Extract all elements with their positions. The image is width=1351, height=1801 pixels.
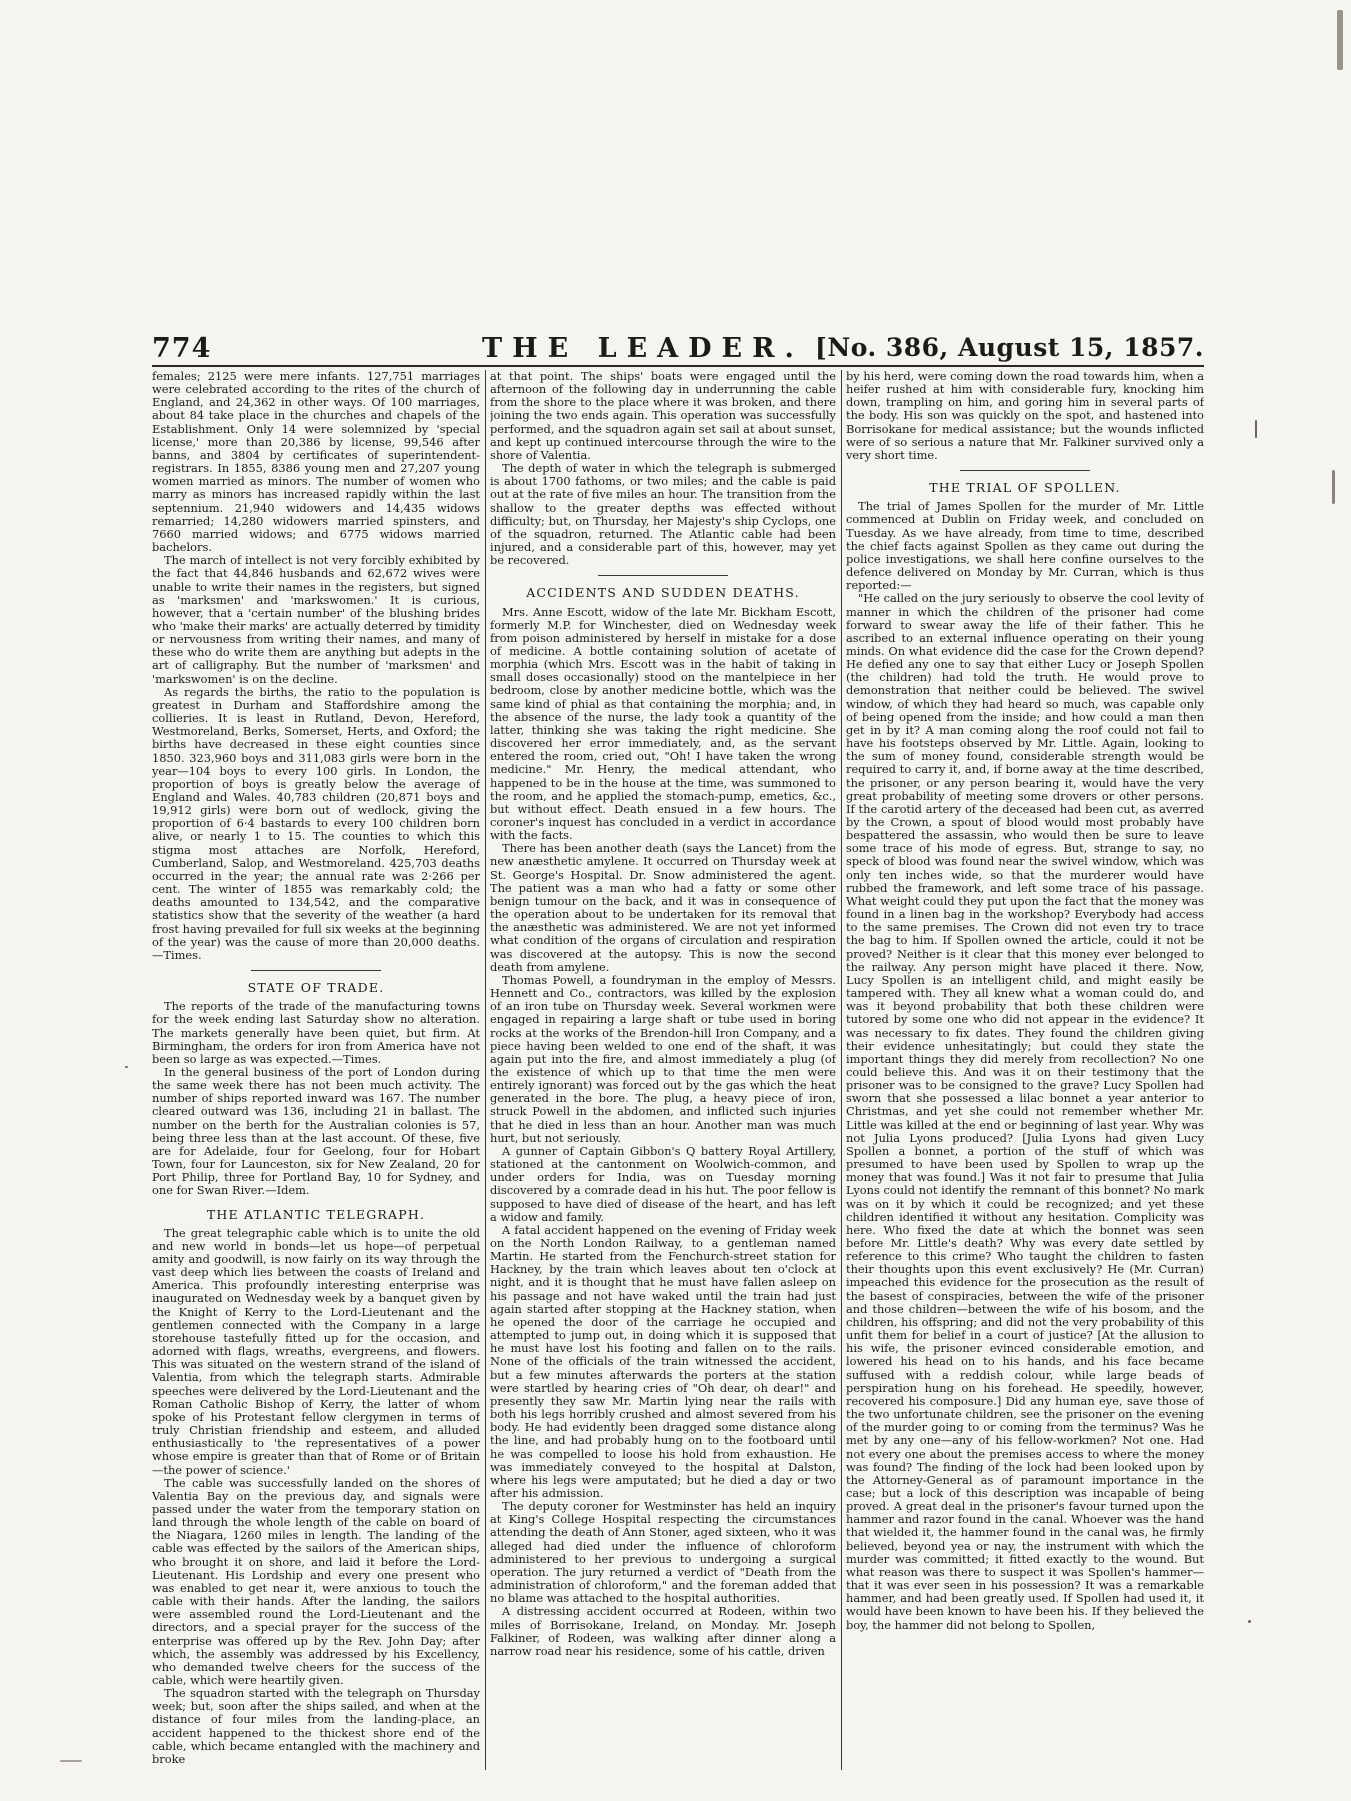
- page-number: 774: [152, 333, 212, 364]
- column-divider: [841, 370, 842, 1770]
- scan-speck: [1248, 1620, 1251, 1623]
- article-paragraph: A distressing accident occurred at Rodeen, within two miles of Borrisokane, Ireland, on Monday. Mr. Joseph Falkiner, of Rodeen, was walking after dinner along a narrow road near his residence, some of his cattle, driven: [490, 1604, 836, 1658]
- article-paragraph: The depth of water in which the telegraph is submerged is about 1700 fathoms, or two miles; and the cable is paid out at the rate of five miles an hour. The transition from the shallow to the greater depths was effected without difficulty; but, on Thursday, her Majesty's ship Cyclops, one of the squadron, returned. The Atlantic cable had been injured, and a considerable part of this, however, may yet be recovered.: [490, 461, 836, 568]
- scan-speck: [60, 1760, 82, 1762]
- scan-speck: [125, 1066, 128, 1068]
- article-paragraph: There has been another death (says the Lancet) from the new anæsthetic amylene. It occurred on Thursday week at St. George's Hospital. Dr. Snow administered the agent. The patient was a man who had a fatty or some other benign tumour on the back, and it was in consequence of the operation about to be undertaken for its removal that the anæsthetic was administered. We are not yet informed what condition of the organs of circulation and respiration was discovered at the autopsy. This is now the second death from amylene.: [490, 841, 836, 974]
- page-header: [152, 333, 1204, 363]
- section-heading-accidents: ACCIDENTS AND SUDDEN DEATHS.: [526, 585, 800, 601]
- article-paragraph: As regards the births, the ratio to the population is greatest in Durham and Staffordshire among the collieries. It is least in Rutland, Devon, Hereford, Westmoreland, Berks, Somerset, Herts, and Oxford; the births have decreased in these eight counties since 1850. 323,960 boys and 311,083 girls were born in the year—104 boys to every 100 girls. In London, the proportion of boys is greatly below the average of England and Wales. 40,783 children (20,871 boys and 19,912 girls) were born out of wedlock, giving the proportion of 6·4 bastards to every 100 children born alive, or nearly 1 to 15. The counties to which this stigma most attaches are Norfolk, Hereford, Cumberland, Salop, and Westmoreland. 425,703 deaths occurred in the year; the annual rate was 2·266 per cent. The winter of 1855 was remarkably cold; the deaths amounted to 134,542, and the comparative statistics show that the severity of the weather (a hard frost having prevailed for full six weeks at the beginning of the year) was the cause of more than 20,000 deaths.—Times.: [152, 684, 480, 962]
- article-paragraph: A gunner of Captain Gibbon's Q battery Royal Artillery, stationed at the cantonment on Woolwich-common, and under orders for India, was on Tuesday morning discovered by a comrade dead in his hut. The poor fellow is supposed to have died of disease of the heart, and has left a widow and family.: [490, 1143, 836, 1224]
- article-paragraph: The squadron started with the telegraph on Thursday week; but, soon after the ships sailed, and when at the distance of four miles from the landing-place, an accident happened to the thickest shore end of the cable, which became entangled with the machinery and broke: [152, 1686, 480, 1766]
- scan-speck: [1255, 420, 1257, 438]
- scan-edge-mark: [1332, 470, 1335, 504]
- article-paragraph: The reports of the trade of the manufacturing towns for the week ending last Saturday show no alteration. The markets generally have been quiet, but firm. At Birmingham, the orders for iron from America have not been so large as was expected.—Times.: [152, 999, 480, 1066]
- masthead-title: THE LEADER.: [482, 333, 804, 364]
- article-paragraph: females; 2125 were mere infants. 127,751 marriages were celebrated according to the rites of the church of England, and 24,362 in other ways. Of 100 marriages, about 84 take place in the churches and chapels of the Establishment. Only 14 were solemnized by 'special license,' more than 20,386 by license, 99,546 after banns, and 3804 by certificates of superintendent-registrars. In 1855, 8386 young men and 27,207 young women married as minors. The number of women who marry as minors has increased rapidly within the last septennium. 21,940 widowers and 14,435 widows remarried; 14,280 widowers married spinsters, and 7660 married widows; and 6775 widows married bachelors.: [152, 370, 480, 555]
- column-1: [152, 370, 480, 1770]
- article-paragraph: The great telegraphic cable which is to unite the old and new world in bonds—let us hope—of perpetual amity and goodwill, is now fairly on its way through the vast deep which lies between the coasts of Ireland and America. This profoundly interesting enterprise was inaugurated on Wednesday week by a banquet given by the Knight of Kerry to the Lord-Lieutenant and the gentlemen connected with the Company in a large storehouse tastefully fitted up for the occasion, and adorned with flags, wreaths, evergreens, and flowers. This was situated on the western strand of the island of Valentia, from which the telegraph starts. Admirable speeches were delivered by the Lord-Lieutenant and the Roman Catholic Bishop of Kerry, the latter of whom spoke of his Protestant fellow clergymen in terms of truly Christian friendship and esteem, and alluded enthusiastically to 'the representatives of a power whose empire is greater than that of Rome or of Britain—the power of science.': [152, 1225, 480, 1477]
- column-divider: [485, 370, 486, 1770]
- scan-edge-mark: [1337, 10, 1343, 70]
- article-paragraph: A fatal accident happened on the evening of Friday week on the North London Railway, to a gentleman named Martin. He started from the Fenchurch-street station for Hackney, by the train which leaves about ten o'clock at night, and it is thought that he must have fallen asleep on his passage and not have waked until the train had just again started after stopping at the Hackney station, when he opened the door of the carriage he occupied and attempted to jump out, in doing which it is supposed that he must have lost his footing and fallen on to the rails. None of the officials of the train witnessed the accident, but a few minutes afterwards the porters at the station were startled by hearing cries of "Oh dear, oh dear!" and presently they saw Mr. Martin lying near the rails with both his legs horribly crushed and almost severed from his body. He had evidently been dragged some distance along the line, and had probably hung on to the footboard until he was compelled to loose his hold from exhaustion. He was immediately conveyed to the hospital at Dalston, where his legs were amputated; but he died a day or two after his admission.: [490, 1222, 836, 1500]
- article-paragraph: In the general business of the port of London during the same week there has not been much activity. The number of ships reported inward was 167. The number cleared outward was 136, including 21 in ballast. The number on the berth for the Australian colonies is 57, being three less than at the last account. Of these, five are for Adelaide, four for Geelong, four for Hobart Town, four for Launceston, six for New Zealand, 20 for Port Philip, three for Portland Bay, 10 for Sydney, and one for Swan River.—Idem.: [152, 1064, 480, 1198]
- section-divider: [251, 970, 381, 971]
- column-2: [490, 370, 836, 1770]
- article-paragraph: The deputy coroner for Westminster has held an inquiry at King's College Hospital respecting the circumstances attending the death of Ann Stoner, aged sixteen, who it was alleged had died under the influence of chloroform administered to her previous to undergoing a surgical operation. The jury returned a verdict of "Death from the administration of chloroform," and the foreman added that no blame was attached to the hospital authorities.: [490, 1499, 836, 1606]
- section-divider: [960, 470, 1090, 471]
- section-divider: [598, 575, 728, 576]
- article-paragraph: "He called on the jury seriously to observe the cool levity of manner in which the children of the prisoner had come forward to swear away the life of their father. This he ascribed to an external influence operating on their young minds. On what evidence did the case for the Crown depend? He defied any one to say that either Lucy or Joseph Spollen (the children) had told the truth. He would prove to demonstration that neither could be believed. The swivel window, of which they had heard so much, was capable only of being opened from the inside; and how could a man then get in by it? A man coming along the roof could not fail to have his footsteps observed by Mr. Little. Again, looking to the sum of money found, considerable strength would be required to carry it, and, if borne away at the time described, the prisoner, or any person bearing it, would have the very great probability of meeting some drovers or other persons. If the carotid artery of the deceased had been cut, as averred by the Crown, a spout of blood would most probably have bespattered the assassin, who would then be sure to leave some trace of his mode of egress. But, strange to say, no speck of blood was found near the swivel window, which was only ten inches wide, so that the murderer would have rubbed the framework, and left some trace of his passage. What weight could they put upon the fact that the money was found in a linen bag in the workshop? Everybody had access to the same premises. The Crown did not even try to trace the bag to him. If Spollen owned the article, could it not be proved? Neither is it clear that this money ever belonged to the railway. Any person might have placed it there. Now, Lucy Spollen is an intelligent child, and might easily be tampered with. They all knew what a woman could do, and was it beyond probability that both these children were tutored by some one who did not appear in the evidence? It was necessary to fix dates. They found the children giving their evidence unhesitatingly; but could they state the important things they did merely from recollection? No one could believe this. And was it on their testimony that the prisoner was to be consigned to the grave? Lucy Spollen had sworn that she possessed a lilac bonnet a year anterior to Christmas, and yet she could not remember whether Mr. Little was killed at the end or beginning of last year. Why was not Julia Lyons produced? [Julia Lyons had given Lucy Spollen a bonnet, a portion of the stuff of which was presumed to have been used by Spollen to wrap up the money that was found.] Was it not fair to presume that Julia Lyons could not identify the remnant of this bonnet? No mark was on it by which it could be recognized; and yet these children identified it without any hesitation. Complicity was here. Who fixed the date at which the bonnet was seen before Mr. Little's death? Why was every date settled by reference to this crime? Who taught the children to fasten their thoughts upon this event exclusively? He (Mr. Curran) impeached this evidence for the prosecution as the result of the basest of conspiracies, between the wife of the prisoner and those children—between the wife of his bosom, and the children, his offspring; and did not the very probability of this unfit them for belief in a court of justice? [At the allusion to his wife, the prisoner evinced considerable emotion, and lowered his head on to his hands, and his face became suffused with a reddish colour, while large beads of perspiration hung on his forehead. He speedily, however, recovered his composure.] Did any human eye, save those of the two unfortunate children, see the prisoner on the evening of the murder going to or coming from the terminus? Was he met by any one—any of his fellow-workmen? Not one. Had not every one about the premises access to where the money was found? The finding of the lock had been looked upon by the Attorney-General as of paramount importance in the case; but a lock of this description was incapable of being proved. A great deal in the prisoner's favour turned upon the hammer and razor found in the canal. Whoever was the hand that wielded it, the hammer found in the canal was, he firmly believed, beyond yea or nay, the instrument with which the murder was committed; it fitted exactly to the wound. But what reason was there to suspect it was Spollen's hammer—that it was ever seen in his possession? It was a remarkable hammer, and had been greatly used. If Spollen had used it, it would have been known to have been his. If they believed the boy, the hammer did not belong to Spollen,: [846, 591, 1204, 1632]
- section-heading-spollen: THE TRIAL OF SPOLLEN.: [929, 480, 1121, 496]
- article-paragraph: at that point. The ships' boats were engaged until the afternoon of the following day in underrunning the cable from the shore to the place where it was broken, and there joining the two ends again. This operation was successfully performed, and the squadron again set sail at about sunset, and kept up continued intercourse through the wire to the shore of Valentia.: [490, 370, 836, 462]
- article-paragraph: The march of intellect is not very forcibly exhibited by the fact that 44,846 husbands and 62,672 wives were unable to write their names in the registers, but signed as 'marksmen' and 'markswomen.' It is curious, however, that a 'certain number' of the blushing brides who 'make their marks' are actually deterred by timidity or nervousness from writing their names, and many of these who do write them are anything but adepts in the art of calligraphy. But the number of 'marksmen' and 'markswomen' is on the decline.: [152, 553, 480, 686]
- issue-date: [No. 386, August 15, 1857.: [815, 333, 1204, 362]
- article-paragraph: Thomas Powell, a foundryman in the employ of Messrs. Hennett and Co., contractors, was killed by the explosion of an iron tube on Thursday week. Several workmen were engaged in repairing a large shaft or tube used in boring rocks at the works of the Brendon-hill Iron Company, and a piece having been welded to one end of the shaft, it was again put into the fire, and almost immediately a plug (of the existence of which up to that time the men were entirely ignorant) was forced out by the gas which the heat generated in the bore. The plug, a heavy piece of iron, struck Powell in the abdomen, and inflicted such injuries that he died in less than an hour. Another man was much hurt, but not seriously.: [490, 972, 836, 1145]
- section-heading-trade: STATE OF TRADE.: [247, 980, 385, 996]
- column-3: [846, 370, 1204, 1770]
- article-paragraph: The trial of James Spollen for the murder of Mr. Little commenced at Dublin on Friday week, and concluded on Tuesday. As we have already, from time to time, described the chief facts against Spollen as they came out during the police investigations, we shall here confine ourselves to the defence delivered on Monday by Mr. Curran, which is thus reported:—: [846, 499, 1204, 593]
- article-paragraph: The cable was successfully landed on the shores of Valentia Bay on the previous day, and signals were passed under the water from the temporary station on land through the whole length of the cable on board of the Niagara, 1260 miles in length. The landing of the cable was effected by the sailors of the American ships, who brought it on shore, and laid it before the Lord-Lieutenant. His Lordship and every one present who was enabled to get near it, were anxious to touch the cable with their hands. After the landing, the sailors were assembled round the Lord-Lieutenant and the directors, and a special prayer for the success of the enterprise was offered up by the Rev. John Day; after which, the assembly was addressed by his Excellency, who demanded twelve cheers for the success of the cable, which were heartily given.: [152, 1475, 480, 1687]
- header-rule: [152, 365, 1204, 367]
- section-heading-atlantic: THE ATLANTIC TELEGRAPH.: [206, 1206, 426, 1222]
- article-paragraph: Mrs. Anne Escott, widow of the late Mr. Bickham Escott, formerly M.P. for Winchester, died on Wednesday week from poison administered by herself in mistake for a dose of medicine. A bottle containing solution of acetate of morphia (which Mrs. Escott was in the habit of taking in small doses occasionally) stood on the mantelpiece in her bedroom, close by another medicine bottle, which was the same kind of phial as that containing the morphia; and, in the absence of the nurse, the lady took a quantity of the latter, thinking she was taking the right medicine. She discovered her error immediately, and, as the servant entered the room, cried out, "Oh! I have taken the wrong medicine." Mr. Henry, the medical attendant, who happened to be in the house at the time, was summoned to the room, and he applied the stomach-pump, emetics, &c., but without effect. Death ensued in a few hours. The coroner's inquest has concluded in a verdict in accordance with the facts.: [490, 604, 836, 843]
- article-paragraph: by his herd, were coming down the road towards him, when a heifer rushed at him with considerable fury, knocking him down, trampling on him, and goring him in several parts of the body. His son was quickly on the spot, and hastened into Borrisokane for medical assistance; but the wounds inflicted were of so serious a nature that Mr. Falkiner survived only a very short time.: [846, 370, 1204, 462]
